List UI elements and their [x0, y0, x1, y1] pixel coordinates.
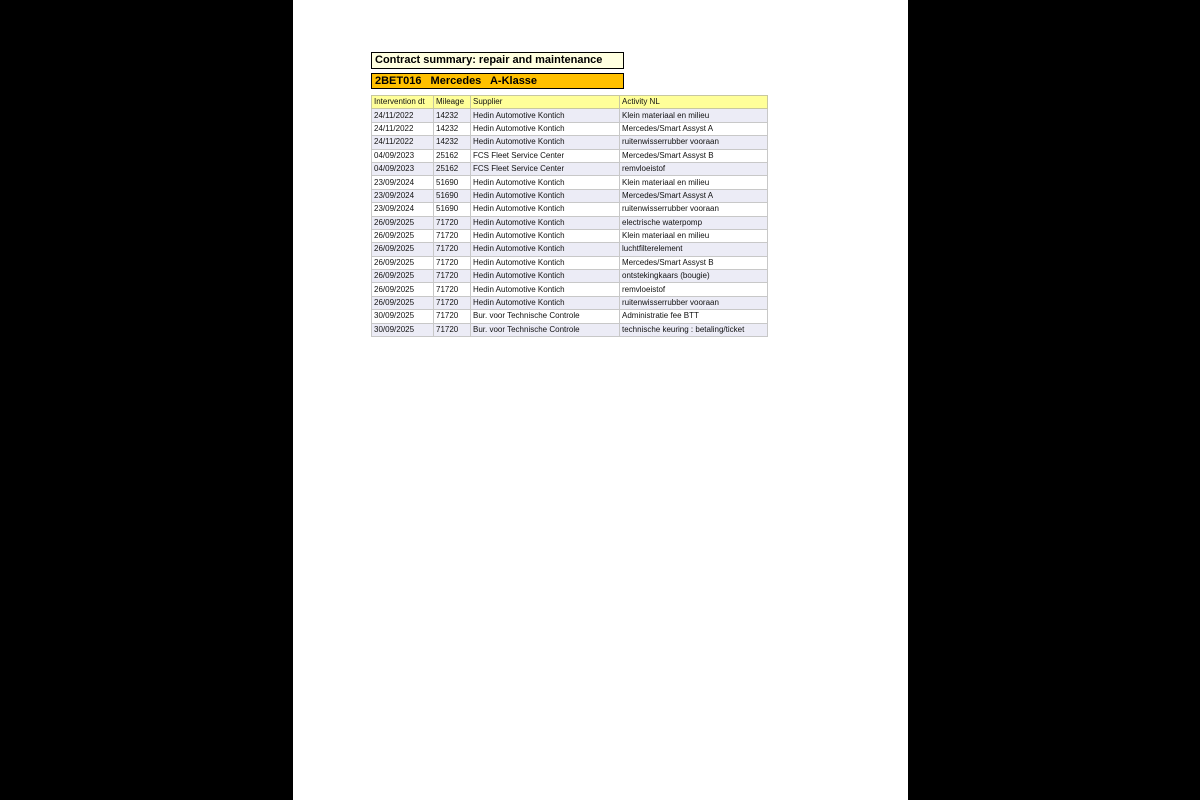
cell-intervention-date: 26/09/2025 [372, 270, 434, 283]
table-row [372, 136, 768, 149]
cell-supplier: Bur. voor Technische Controle [471, 310, 620, 323]
document-title [371, 52, 624, 69]
cell-supplier: Hedin Automotive Kontich [471, 109, 620, 122]
table-row [372, 323, 768, 336]
cell-intervention-date: 26/09/2025 [372, 256, 434, 269]
cell-intervention-date: 23/09/2024 [372, 176, 434, 189]
cell-activity: electrische waterpomp [620, 216, 768, 229]
document-page [293, 0, 908, 800]
table-header-row [372, 96, 768, 109]
cell-mileage: 71720 [434, 243, 471, 256]
table-row [372, 162, 768, 175]
cell-mileage: 71720 [434, 323, 471, 336]
cell-mileage: 25162 [434, 162, 471, 175]
cell-mileage: 71720 [434, 229, 471, 242]
table-row [372, 229, 768, 242]
cell-mileage: 71720 [434, 270, 471, 283]
table-row [372, 216, 768, 229]
cell-supplier: Hedin Automotive Kontich [471, 296, 620, 309]
column-header-mileage: Mileage [434, 96, 471, 109]
cell-mileage: 71720 [434, 216, 471, 229]
cell-supplier: Hedin Automotive Kontich [471, 256, 620, 269]
cell-intervention-date: 04/09/2023 [372, 149, 434, 162]
table-row [372, 203, 768, 216]
cell-activity: Mercedes/Smart Assyst B [620, 256, 768, 269]
cell-activity: Mercedes/Smart Assyst A [620, 189, 768, 202]
cell-mileage: 51690 [434, 203, 471, 216]
vehicle-model: A-Klasse [489, 75, 538, 87]
cell-activity: ruitenwisserrubber vooraan [620, 203, 768, 216]
cell-mileage: 71720 [434, 256, 471, 269]
cell-intervention-date: 26/09/2025 [372, 283, 434, 296]
table-row [372, 189, 768, 202]
cell-intervention-date: 26/09/2025 [372, 243, 434, 256]
cell-intervention-date: 23/09/2024 [372, 189, 434, 202]
cell-supplier: Hedin Automotive Kontich [471, 176, 620, 189]
cell-supplier: FCS Fleet Service Center [471, 149, 620, 162]
cell-mileage: 71720 [434, 310, 471, 323]
table-row [372, 243, 768, 256]
table-row [372, 122, 768, 135]
cell-activity: ontstekingkaars (bougie) [620, 270, 768, 283]
cell-supplier: Hedin Automotive Kontich [471, 189, 620, 202]
cell-supplier: Bur. voor Technische Controle [471, 323, 620, 336]
cell-supplier: FCS Fleet Service Center [471, 162, 620, 175]
cell-mileage: 14232 [434, 109, 471, 122]
cell-activity: luchtfilterelement [620, 243, 768, 256]
cell-supplier: Hedin Automotive Kontich [471, 203, 620, 216]
cell-activity: Administratie fee BTT [620, 310, 768, 323]
column-header-supplier: Supplier [471, 96, 620, 109]
cell-intervention-date: 04/09/2023 [372, 162, 434, 175]
cell-intervention-date: 30/09/2025 [372, 323, 434, 336]
cell-intervention-date: 30/09/2025 [372, 310, 434, 323]
cell-mileage: 71720 [434, 283, 471, 296]
table-row [372, 176, 768, 189]
column-header-activity: Activity NL [620, 96, 768, 109]
cell-activity: Klein materiaal en milieu [620, 176, 768, 189]
cell-intervention-date: 26/09/2025 [372, 296, 434, 309]
table-row [372, 256, 768, 269]
table-row [372, 149, 768, 162]
cell-activity: Klein materiaal en milieu [620, 109, 768, 122]
cell-activity: ruitenwisserrubber vooraan [620, 136, 768, 149]
cell-supplier: Hedin Automotive Kontich [471, 122, 620, 135]
cell-activity: Klein materiaal en milieu [620, 229, 768, 242]
maintenance-table [371, 95, 768, 337]
cell-mileage: 51690 [434, 176, 471, 189]
cell-intervention-date: 26/09/2025 [372, 229, 434, 242]
cell-mileage: 14232 [434, 122, 471, 135]
cell-intervention-date: 24/11/2022 [372, 109, 434, 122]
cell-mileage: 51690 [434, 189, 471, 202]
table-row [372, 310, 768, 323]
cell-activity: Mercedes/Smart Assyst B [620, 149, 768, 162]
cell-supplier: Hedin Automotive Kontich [471, 136, 620, 149]
cell-activity: technische keuring : betaling/ticket [620, 323, 768, 336]
cell-supplier: Hedin Automotive Kontich [471, 243, 620, 256]
cell-intervention-date: 24/11/2022 [372, 136, 434, 149]
document-title-text: Contract summary: repair and maintenance [375, 54, 603, 66]
vehicle-banner [371, 73, 624, 89]
column-header-intervention-date: Intervention dt [372, 96, 434, 109]
table-row [372, 109, 768, 122]
cell-activity: remvloeistof [620, 283, 768, 296]
cell-mileage: 14232 [434, 136, 471, 149]
cell-activity: Mercedes/Smart Assyst A [620, 122, 768, 135]
cell-intervention-date: 26/09/2025 [372, 216, 434, 229]
cell-mileage: 25162 [434, 149, 471, 162]
cell-activity: remvloeistof [620, 162, 768, 175]
cell-intervention-date: 23/09/2024 [372, 203, 434, 216]
cell-mileage: 71720 [434, 296, 471, 309]
table-row [372, 283, 768, 296]
table-row [372, 296, 768, 309]
table-body [372, 109, 768, 337]
vehicle-plate: 2BET016 [375, 75, 422, 87]
table-row [372, 270, 768, 283]
cell-supplier: Hedin Automotive Kontich [471, 283, 620, 296]
vehicle-make: Mercedes [430, 75, 482, 87]
cell-supplier: Hedin Automotive Kontich [471, 229, 620, 242]
cell-activity: ruitenwisserrubber vooraan [620, 296, 768, 309]
cell-supplier: Hedin Automotive Kontich [471, 216, 620, 229]
cell-supplier: Hedin Automotive Kontich [471, 270, 620, 283]
cell-intervention-date: 24/11/2022 [372, 122, 434, 135]
